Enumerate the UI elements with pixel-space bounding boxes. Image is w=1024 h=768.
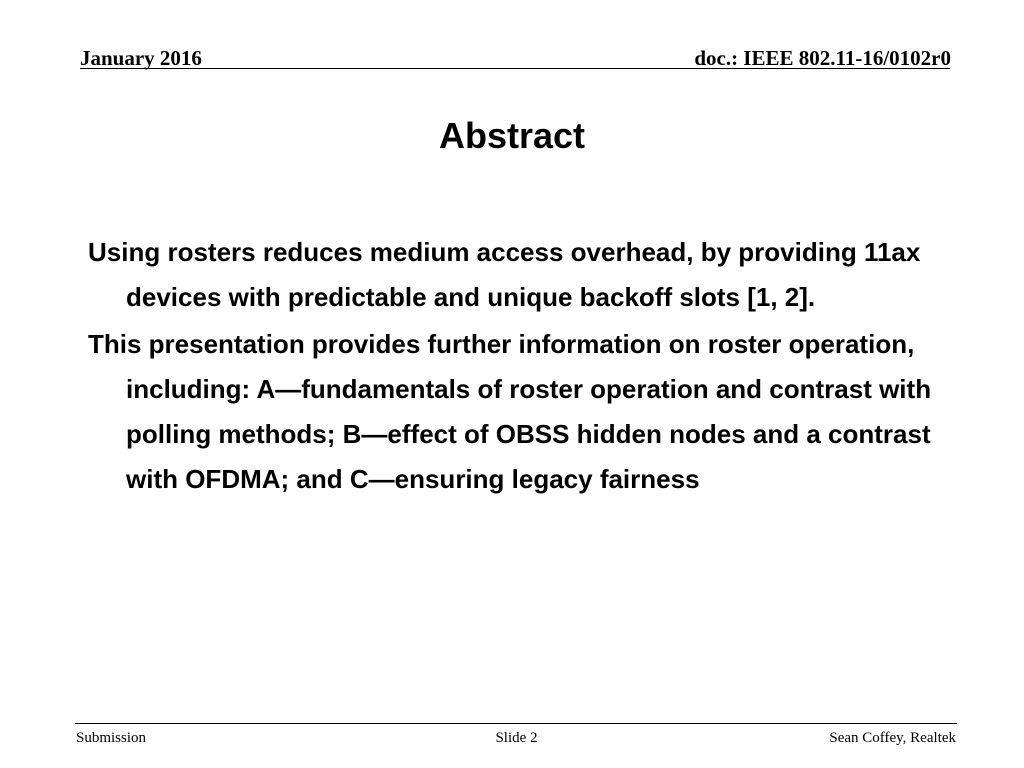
footer-submission: Submission <box>76 730 147 746</box>
header-divider <box>80 68 950 69</box>
footer-slide-number: Slide 2 <box>495 730 538 746</box>
footer-divider <box>75 723 957 724</box>
footer-author: Sean Coffey, Realtek <box>829 730 956 746</box>
header-date: January 2016 <box>80 46 202 70</box>
body-paragraph: This presentation provides further information on roster operation, including: A—fundamentals of roster operation and contrast with polling methods; B—effect of OBSS hidden nodes and a contrast with OFDMA; and C—ensuring legacy fairness <box>88 329 932 494</box>
slide-title: Abstract <box>438 115 586 156</box>
header-doc-id: doc.: IEEE 802.11-16/0102r0 <box>694 46 951 70</box>
body-paragraph: Using rosters reduces medium access overhead, by providing 11ax devices with predictable and unique backoff slots [1, 2]. <box>88 237 921 312</box>
slide-body <box>88 230 948 504</box>
